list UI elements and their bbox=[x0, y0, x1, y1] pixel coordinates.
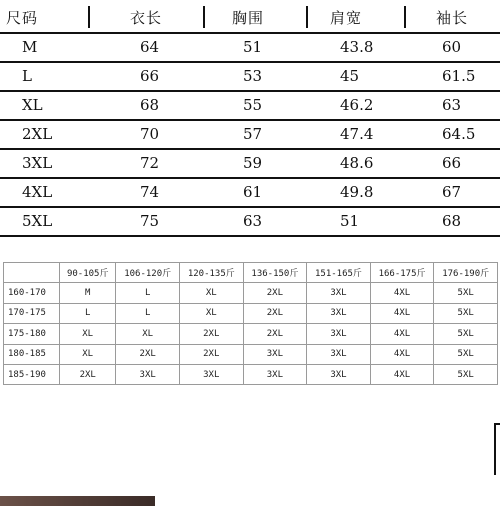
size-cell: 5XL bbox=[434, 283, 498, 303]
header-divider bbox=[88, 6, 90, 28]
size-cell: XL bbox=[179, 283, 243, 303]
shoulder-cell: 49.8 bbox=[340, 183, 374, 201]
size-row-xl bbox=[0, 92, 500, 121]
shoulder-cell: 46.2 bbox=[340, 96, 374, 114]
chest-cell: 61 bbox=[243, 183, 263, 201]
size-cell: L bbox=[116, 283, 180, 303]
chest-cell: 57 bbox=[243, 125, 263, 143]
size-cell: 5XL bbox=[434, 303, 498, 323]
size-recommendation-grid bbox=[3, 262, 498, 385]
weight-header-row bbox=[4, 263, 498, 283]
weight-header: 136-150斤 bbox=[243, 263, 307, 283]
size-cell: L bbox=[116, 303, 180, 323]
length-cell: 66 bbox=[140, 67, 160, 85]
size-chart-header bbox=[0, 4, 500, 34]
size-cell: 3XL bbox=[307, 344, 371, 364]
size-cell: XL bbox=[60, 344, 116, 364]
size-cell: 2XL bbox=[179, 344, 243, 364]
size-row-l bbox=[0, 63, 500, 92]
header-size: 尺码 bbox=[6, 9, 39, 27]
size-cell: 5XL bbox=[434, 364, 498, 384]
size-row-4xl bbox=[0, 179, 500, 208]
size-cell: 3XL bbox=[116, 364, 180, 384]
size-cell: L bbox=[22, 67, 32, 85]
header-divider bbox=[306, 6, 308, 28]
size-cell: 4XL bbox=[370, 364, 434, 384]
size-cell: M bbox=[22, 38, 38, 56]
height-cell: 180-185 bbox=[4, 344, 60, 364]
header-length: 衣长 bbox=[130, 9, 163, 27]
height-cell: 175-180 bbox=[4, 324, 60, 344]
weight-header: 120-135斤 bbox=[179, 263, 243, 283]
height-cell: 160-170 bbox=[4, 283, 60, 303]
weight-header: 166-175斤 bbox=[370, 263, 434, 283]
table-row bbox=[4, 283, 498, 303]
size-row-2xl bbox=[0, 121, 500, 150]
length-cell: 72 bbox=[140, 154, 160, 172]
shoulder-cell: 51 bbox=[340, 212, 360, 230]
size-cell: XL bbox=[22, 96, 43, 114]
weight-header: 90-105斤 bbox=[60, 263, 116, 283]
table-row bbox=[4, 344, 498, 364]
header-divider bbox=[404, 6, 406, 28]
size-cell: 3XL bbox=[243, 364, 307, 384]
size-cell: 4XL bbox=[22, 183, 53, 201]
sleeve-cell: 68 bbox=[442, 212, 462, 230]
length-cell: 74 bbox=[140, 183, 160, 201]
size-cell: 2XL bbox=[243, 324, 307, 344]
chest-cell: 53 bbox=[243, 67, 263, 85]
length-cell: 75 bbox=[140, 212, 160, 230]
table-row bbox=[4, 364, 498, 384]
table-row bbox=[4, 324, 498, 344]
chest-cell: 63 bbox=[243, 212, 263, 230]
height-cell: 170-175 bbox=[4, 303, 60, 323]
shoulder-cell: 43.8 bbox=[340, 38, 374, 56]
size-cell: 4XL bbox=[370, 344, 434, 364]
size-cell: 4XL bbox=[370, 283, 434, 303]
cropped-frame-fragment bbox=[494, 423, 500, 475]
size-row-5xl bbox=[0, 208, 500, 237]
size-cell: 5XL bbox=[434, 324, 498, 344]
size-cell: 2XL bbox=[179, 324, 243, 344]
size-cell: 4XL bbox=[370, 303, 434, 323]
length-cell: 68 bbox=[140, 96, 160, 114]
size-cell: 3XL bbox=[307, 324, 371, 344]
sleeve-cell: 64.5 bbox=[442, 125, 476, 143]
size-cell: 3XL bbox=[307, 303, 371, 323]
size-cell: XL bbox=[179, 303, 243, 323]
sleeve-cell: 67 bbox=[442, 183, 462, 201]
chest-cell: 59 bbox=[243, 154, 263, 172]
size-row-m bbox=[0, 34, 500, 63]
shoulder-cell: 45 bbox=[340, 67, 360, 85]
size-cell: L bbox=[60, 303, 116, 323]
size-cell: 2XL bbox=[22, 125, 53, 143]
size-cell: 3XL bbox=[243, 344, 307, 364]
size-cell: 5XL bbox=[22, 212, 53, 230]
size-cell: 3XL bbox=[307, 364, 371, 384]
sleeve-cell: 66 bbox=[442, 154, 462, 172]
size-cell: 2XL bbox=[243, 303, 307, 323]
length-cell: 70 bbox=[140, 125, 160, 143]
shoulder-cell: 48.6 bbox=[340, 154, 374, 172]
weight-header: 151-165斤 bbox=[307, 263, 371, 283]
size-cell: 5XL bbox=[434, 344, 498, 364]
shoulder-cell: 47.4 bbox=[340, 125, 374, 143]
header-sleeve: 袖长 bbox=[436, 9, 469, 27]
size-cell: 2XL bbox=[60, 364, 116, 384]
weight-header: 106-120斤 bbox=[116, 263, 180, 283]
sleeve-cell: 60 bbox=[442, 38, 462, 56]
sleeve-cell: 63 bbox=[442, 96, 462, 114]
size-cell: 3XL bbox=[22, 154, 53, 172]
header-chest: 胸围 bbox=[232, 9, 265, 27]
chest-cell: 51 bbox=[243, 38, 263, 56]
header-divider bbox=[203, 6, 205, 28]
size-cell: 2XL bbox=[243, 283, 307, 303]
table-row bbox=[4, 303, 498, 323]
size-cell: 2XL bbox=[116, 344, 180, 364]
height-cell: 185-190 bbox=[4, 364, 60, 384]
chest-cell: 55 bbox=[243, 96, 263, 114]
corner-cell bbox=[4, 263, 60, 283]
size-cell: 3XL bbox=[307, 283, 371, 303]
length-cell: 64 bbox=[140, 38, 160, 56]
size-chart bbox=[0, 4, 500, 237]
size-row-3xl bbox=[0, 150, 500, 179]
size-cell: XL bbox=[60, 324, 116, 344]
sleeve-cell: 61.5 bbox=[442, 67, 476, 85]
size-cell: 4XL bbox=[370, 324, 434, 344]
header-shoulder: 肩宽 bbox=[330, 9, 363, 27]
weight-header: 176-190斤 bbox=[434, 263, 498, 283]
size-cell: 3XL bbox=[179, 364, 243, 384]
size-cell: M bbox=[60, 283, 116, 303]
size-cell: XL bbox=[116, 324, 180, 344]
cropped-photo-fragment bbox=[0, 496, 155, 506]
